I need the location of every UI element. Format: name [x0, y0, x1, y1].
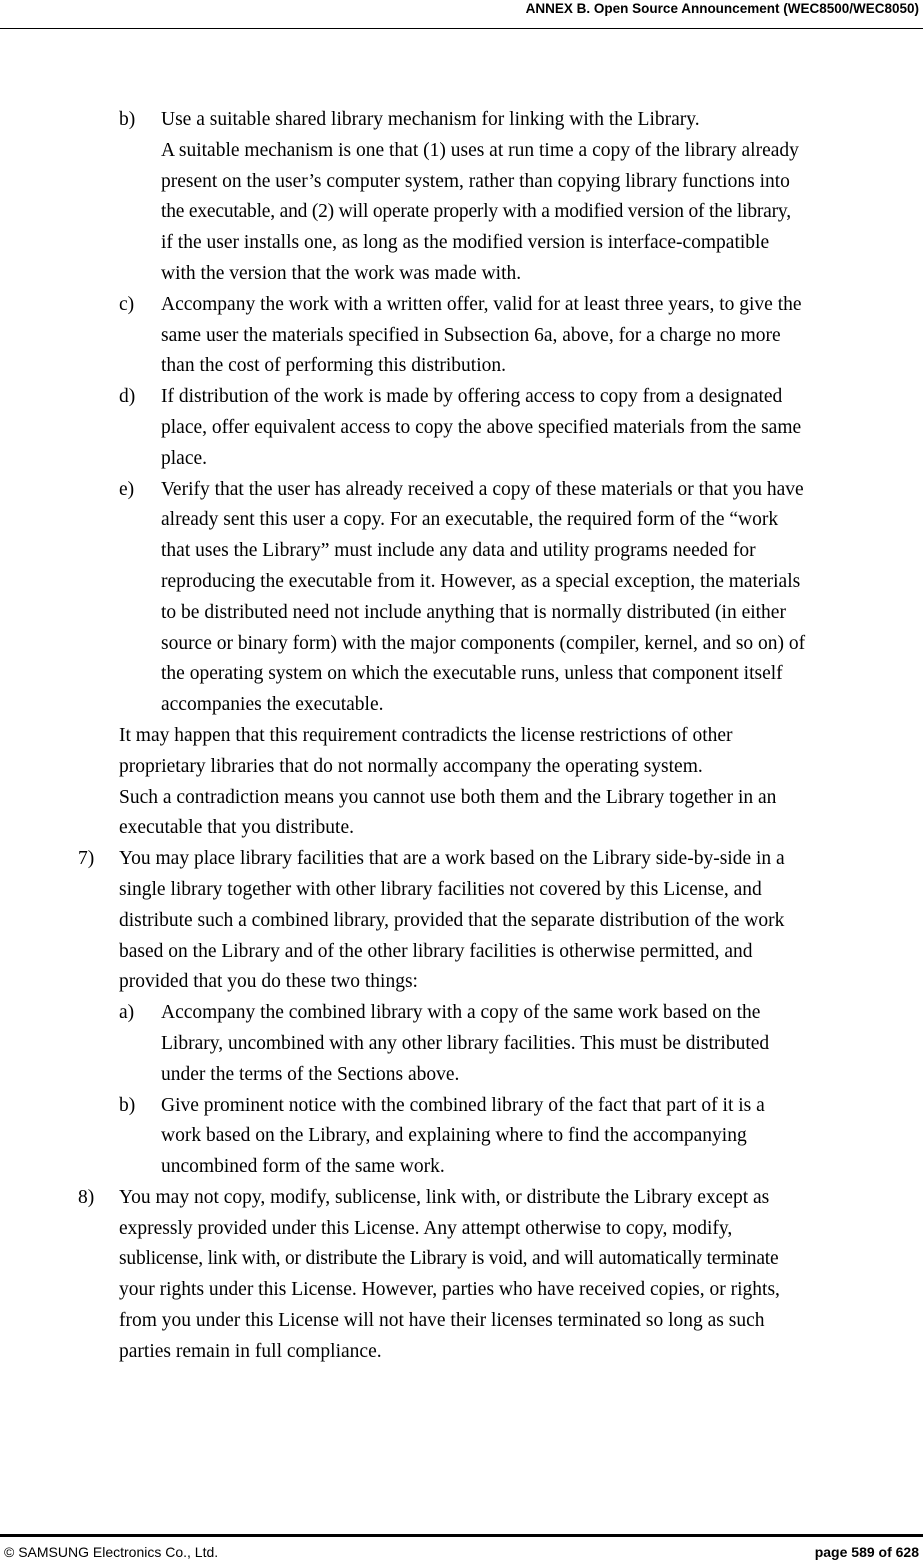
text-line: You may not copy, modify, sublicense, link with, or distribute the Library except as [119, 1186, 770, 1208]
text-line: You may place library facilities that are a work based on the Library side-by-side in a [119, 848, 785, 870]
text-line: from you under this License will not have their licenses terminated so long as such [119, 1310, 765, 1332]
text-line: based on the Library and of the other library facilities is otherwise permitted, and [119, 940, 753, 962]
text-line: place. [161, 447, 208, 469]
list-item-c-written-offer [0, 290, 923, 382]
text-line: already sent this user a copy. For an executable, the required form of the “work [161, 509, 779, 531]
list-item-d-designated-place [0, 382, 923, 474]
list-marker: b) [119, 109, 136, 130]
list-item-a-combined-library [0, 998, 923, 1090]
text-line: single library together with other library facilities not covered by this License, and [119, 878, 762, 900]
text-line: Use a suitable shared library mechanism for linking with the Library. [161, 109, 700, 130]
list-item-8-no-copy [0, 1183, 923, 1368]
text-line: the operating system on which the executable runs, unless that component itself [161, 663, 783, 685]
list-item-7-library-facilities [0, 844, 923, 998]
list-marker: 8) [78, 1186, 95, 1208]
text-line: expressly provided under this License. Any attempt otherwise to copy, modify, [119, 1217, 733, 1239]
header-title: ANNEX B. Open Source Announcement (WEC8500/WEC8050) [525, 1, 919, 16]
text-line: same user the materials specified in Subsection 6a, above, for a charge no more [161, 324, 781, 346]
text-line: place, offer equivalent access to copy the above specified materials from the same [161, 416, 802, 438]
page-number: page 589 of 628 [814, 1544, 919, 1560]
list-marker: d) [119, 386, 136, 408]
text-line: Accompany the work with a written offer, valid for at least three years, to give the [161, 293, 802, 315]
list-item-b-shared-library [0, 105, 923, 290]
text-line: with the version that the work was made with. [161, 262, 522, 284]
text-line: source or binary form) with the major components (compiler, kernel, and so on) of [161, 632, 806, 654]
list-marker: 7) [78, 848, 95, 870]
list-item-e-verify-copy [0, 475, 923, 721]
text-line: to be distributed need not include anything that is normally distributed (in either [161, 601, 786, 623]
list-item-b-prominent-notice [0, 1091, 923, 1183]
list-marker: c) [119, 293, 135, 315]
text-line: under the terms of the Sections above. [161, 1063, 460, 1085]
text-line: A suitable mechanism is one that (1) uses at run time a copy of the library already [161, 139, 799, 161]
text-line: the executable, and (2) will operate properly with a modified version of the library, [161, 201, 791, 223]
text-line: proprietary libraries that do not normally accompany the operating system. [119, 755, 703, 777]
text-line: than the cost of performing this distribution. [161, 355, 506, 377]
text-line: distribute such a combined library, provided that the separate distribution of the work [119, 909, 785, 931]
text-line: Give prominent notice with the combined library of the fact that part of it is a [161, 1094, 765, 1116]
text-line: parties remain in full compliance. [119, 1340, 382, 1362]
text-line: your rights under this License. However, parties who have received copies, or rights, [119, 1279, 780, 1301]
text-line: present on the user’s computer system, rather than copying library functions into [161, 170, 790, 192]
page-header [0, 0, 923, 29]
footer-copyright: © SAMSUNG Electronics Co., Ltd. [4, 1544, 219, 1560]
text-line: provided that you do these two things: [119, 971, 418, 993]
page-footer [0, 1534, 923, 1568]
text-line: If distribution of the work is made by offering access to copy from a designated [161, 386, 783, 408]
text-line: if the user installs one, as long as the modified version is interface-compatible [161, 232, 770, 254]
text-line: sublicense, link with, or distribute the Library is void, and will automatically terminate [119, 1248, 779, 1270]
text-line: Such a contradiction means you cannot use both them and the Library together in an [119, 786, 777, 808]
text-line: work based on the Library, and explaining where to find the accompanying [161, 1125, 747, 1147]
text-line: It may happen that this requirement contradicts the license restrictions of other [119, 724, 733, 746]
text-line: reproducing the executable from it. However, as a special exception, the materials [161, 570, 801, 592]
list-marker: e) [119, 478, 135, 500]
text-line: uncombined form of the same work. [161, 1156, 445, 1178]
text-line: that uses the Library” must include any data and utility programs needed for [161, 540, 756, 562]
list-marker: b) [119, 1094, 136, 1116]
note-paragraph [0, 721, 923, 844]
text-line: accompanies the executable. [161, 694, 384, 716]
document-body [0, 105, 923, 1368]
list-marker: a) [119, 1002, 135, 1024]
text-line: Verify that the user has already received a copy of these materials or that you have [161, 478, 804, 500]
text-line: Library, uncombined with any other library facilities. This must be distributed [161, 1032, 770, 1054]
text-line: executable that you distribute. [119, 817, 355, 839]
text-line: Accompany the combined library with a copy of the same work based on the [161, 1002, 761, 1024]
